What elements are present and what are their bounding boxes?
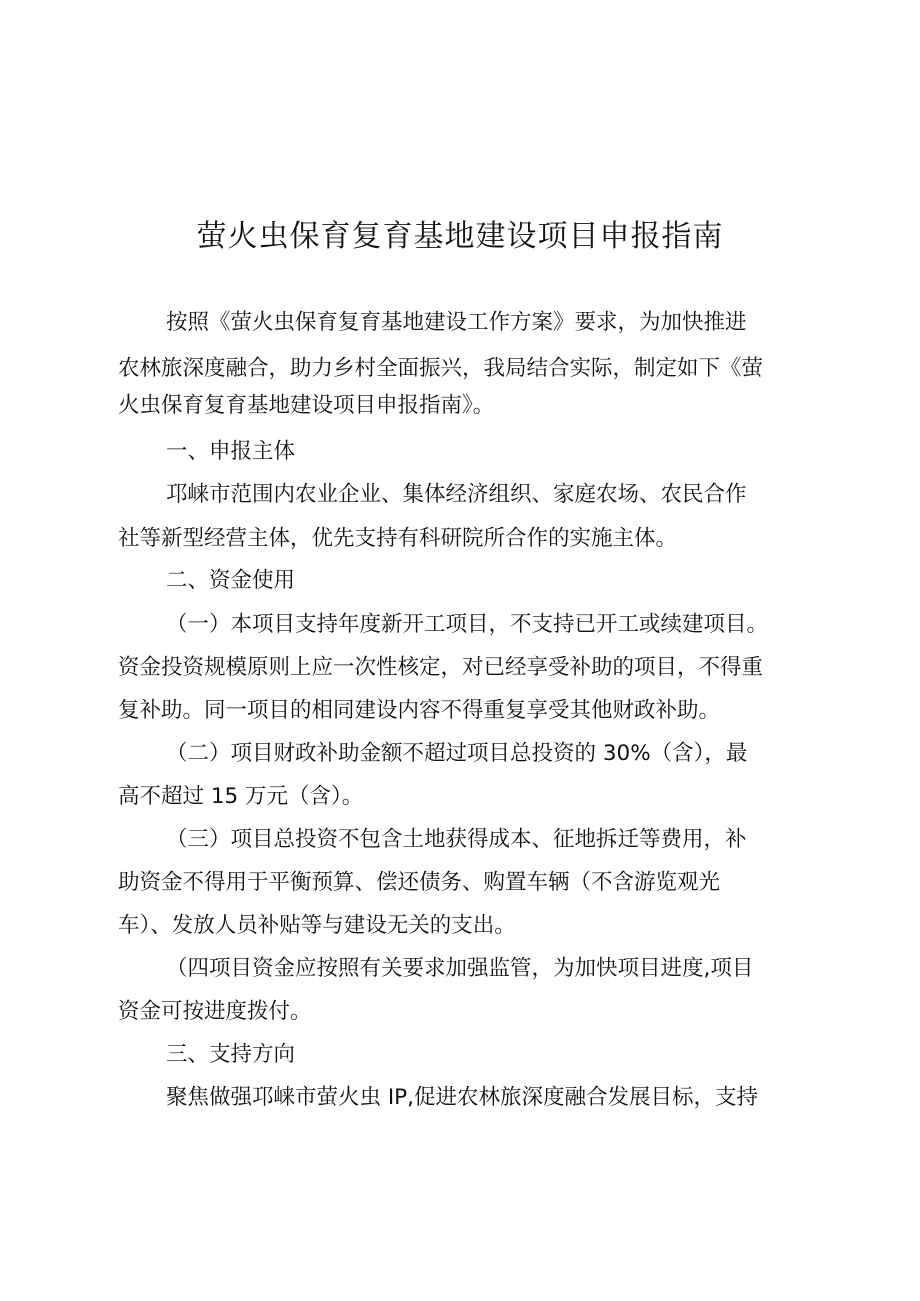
section-heading-applicant: 一、申报主体	[166, 439, 296, 464]
paragraph-funds-2-line-1: （二）项目财政补助金额不超过项目总投资的 30%（含），最	[166, 741, 748, 766]
paragraph-funds-1-line-2: 资金投资规模原则上应一次性核定，对已经享受补助的项目，不得重	[118, 655, 764, 680]
paragraph-applicant-line-2: 社等新型经营主体，优先支持有科研院所合作的实施主体。	[118, 526, 678, 551]
paragraph-support-line-1: 聚焦做强邛崃市萤火虫 IP,促进农林旅深度融合发展目标，支持	[166, 1085, 758, 1110]
paragraph-funds-1-line-1: （一）本项目支持年度新开工项目，不支持已开工或续建项目。	[166, 612, 769, 637]
paragraph-funds-4-line-1: （四项目资金应按照有关要求加强监管，为加快项目进度,项目	[166, 956, 754, 981]
document-title: 萤火虫保育复育基地建设项目申报指南	[196, 219, 724, 254]
paragraph-funds-2-line-2: 高不超过 15 万元（含）。	[118, 784, 364, 809]
paragraph-funds-3-line-3: 车）、发放人员补贴等与建设无关的支出。	[118, 913, 516, 938]
paragraph-intro-line-3: 火虫保育复育基地建设项目申报指南》。	[118, 393, 495, 418]
section-heading-funds: 二、资金使用	[166, 568, 296, 593]
paragraph-applicant-line-1: 邛崃市范围内农业企业、集体经济组织、家庭农场、农民合作	[166, 482, 747, 507]
paragraph-intro-line-1: 按照《萤火虫保育复育基地建设工作方案》要求，为加快推进	[166, 310, 747, 335]
paragraph-funds-1-line-3: 复补助。同一项目的相同建设内容不得重复享受其他财政补助。	[118, 698, 721, 723]
paragraph-funds-3-line-2: 助资金不得用于平衡预算、偿还债务、购置车辆（不含游览观光	[118, 870, 721, 895]
section-heading-support: 三、支持方向	[166, 1042, 296, 1067]
paragraph-funds-4-line-2: 资金可按进度拨付。	[118, 999, 312, 1024]
paragraph-funds-3-line-1: （三）项目总投资不包含土地获得成本、征地拆迁等费用，补	[166, 827, 747, 852]
paragraph-intro-line-2: 农林旅深度融合，助力乡村全面振兴，我局结合实际，制定如下《萤	[118, 356, 764, 381]
